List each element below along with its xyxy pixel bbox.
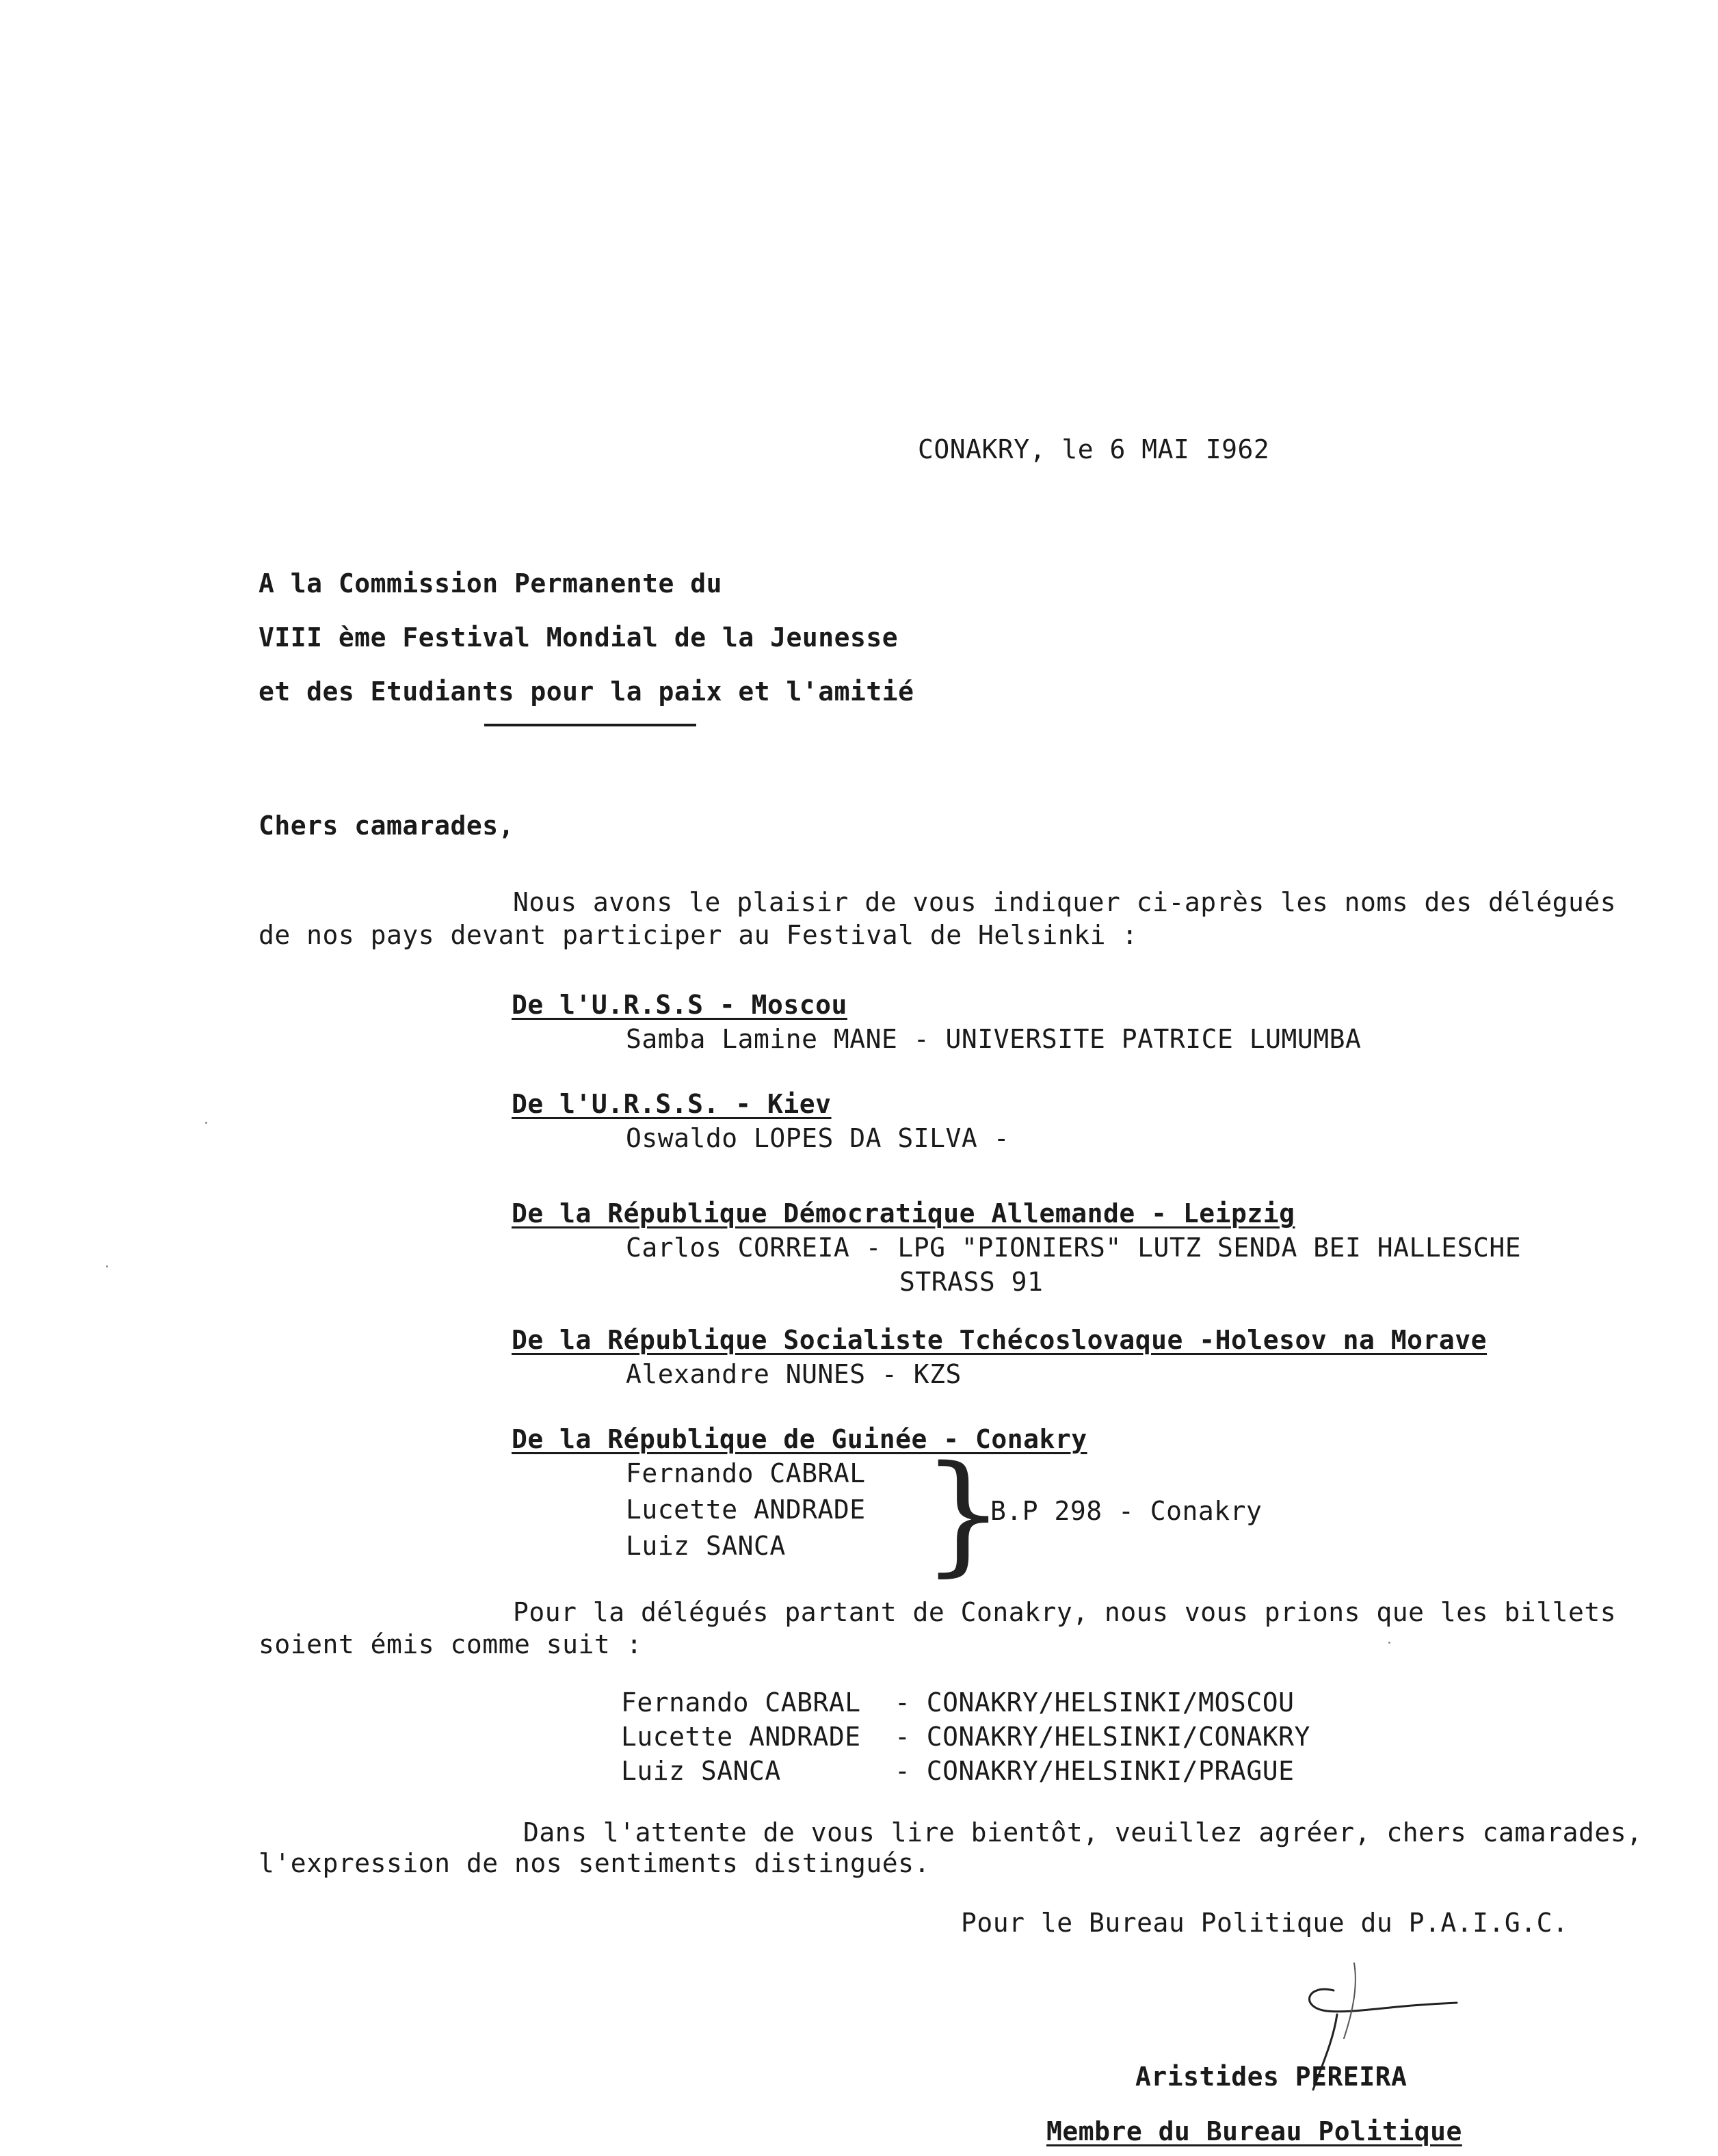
delegate-line: Luiz SANCA (626, 1531, 786, 1561)
addressee-underline (484, 724, 696, 726)
delegate-line: Fernando CABRAL (626, 1458, 866, 1488)
delegation-heading-kiev: De l'U.R.S.S. - Kiev (512, 1089, 832, 1119)
salutation: Chers camarades, (259, 811, 515, 841)
ticket-route: - CONAKRY/HELSINKI/CONAKRY (895, 1722, 1310, 1752)
tickets-intro-line-2: soient émis comme suit : (259, 1629, 643, 1659)
delegation-heading-conakry: De la République de Guinée - Conakry (512, 1424, 1087, 1454)
signer-name: Aristides PEREIRA (1135, 2062, 1408, 2092)
delegation-address: B.P 298 - Conakry (990, 1496, 1263, 1526)
scan-speck (106, 1265, 108, 1267)
intro-line-1: Nous avons le plaisir de vous indiquer ci-après les noms des délégués (513, 887, 1617, 917)
ticket-name: Luiz SANCA (621, 1756, 781, 1786)
delegate-address-line: STRASS 91 (899, 1267, 1044, 1297)
tickets-intro-line-1: Pour la délégués partant de Conakry, nous vous prions que les billets (513, 1597, 1617, 1627)
delegation-heading-moscow: De l'U.R.S.S - Moscou (512, 990, 847, 1020)
ticket-route: - CONAKRY/HELSINKI/PRAGUE (895, 1756, 1295, 1786)
delegate-line: Alexandre NUNES - KZS (626, 1359, 962, 1389)
delegate-line: Samba Lamine MANE - UNIVERSITE PATRICE LUMUMBA (626, 1024, 1362, 1054)
delegate-line: Oswaldo LOPES DA SILVA - (626, 1123, 1010, 1153)
scan-speck (205, 1122, 207, 1124)
addressee-line-3: et des Etudiants pour la paix et l'amitié (259, 676, 914, 707)
intro-line-2: de nos pays devant participer au Festival de Helsinki : (259, 920, 1138, 950)
closing-line-2: l'expression de nos sentiments distingués. (259, 1848, 930, 1878)
delegation-heading-holesov: De la République Socialiste Tchécoslovaque -Holesov na Morave (512, 1325, 1488, 1355)
scan-speck (1388, 1642, 1390, 1644)
closing-line-1: Dans l'attente de vous lire bientôt, veuillez agréer, chers camarades, (523, 1817, 1643, 1848)
signer-title: Membre du Bureau Politique (1046, 2116, 1462, 2146)
signoff: Pour le Bureau Politique du P.A.I.G.C. (961, 1908, 1569, 1938)
ticket-name: Fernando CABRAL (621, 1687, 861, 1718)
delegate-line: Lucette ANDRADE (626, 1495, 866, 1525)
ticket-route: - CONAKRY/HELSINKI/MOSCOU (895, 1687, 1295, 1718)
addressee-line-1: A la Commission Permanente du (259, 568, 722, 599)
addressee-line-2: VIII ème Festival Mondial de la Jeunesse (259, 622, 899, 653)
ticket-name: Lucette ANDRADE (621, 1722, 861, 1752)
delegate-line: Carlos CORREIA - LPG "PIONIERS" LUTZ SENDA BEI HALLESCHE (626, 1233, 1522, 1263)
delegation-heading-leipzig: De la République Démocratique Allemande - Leipzig (512, 1198, 1295, 1228)
grouping-brace: } (922, 1438, 1005, 1589)
date-line: CONAKRY, le 6 MAI I962 (918, 434, 1270, 464)
